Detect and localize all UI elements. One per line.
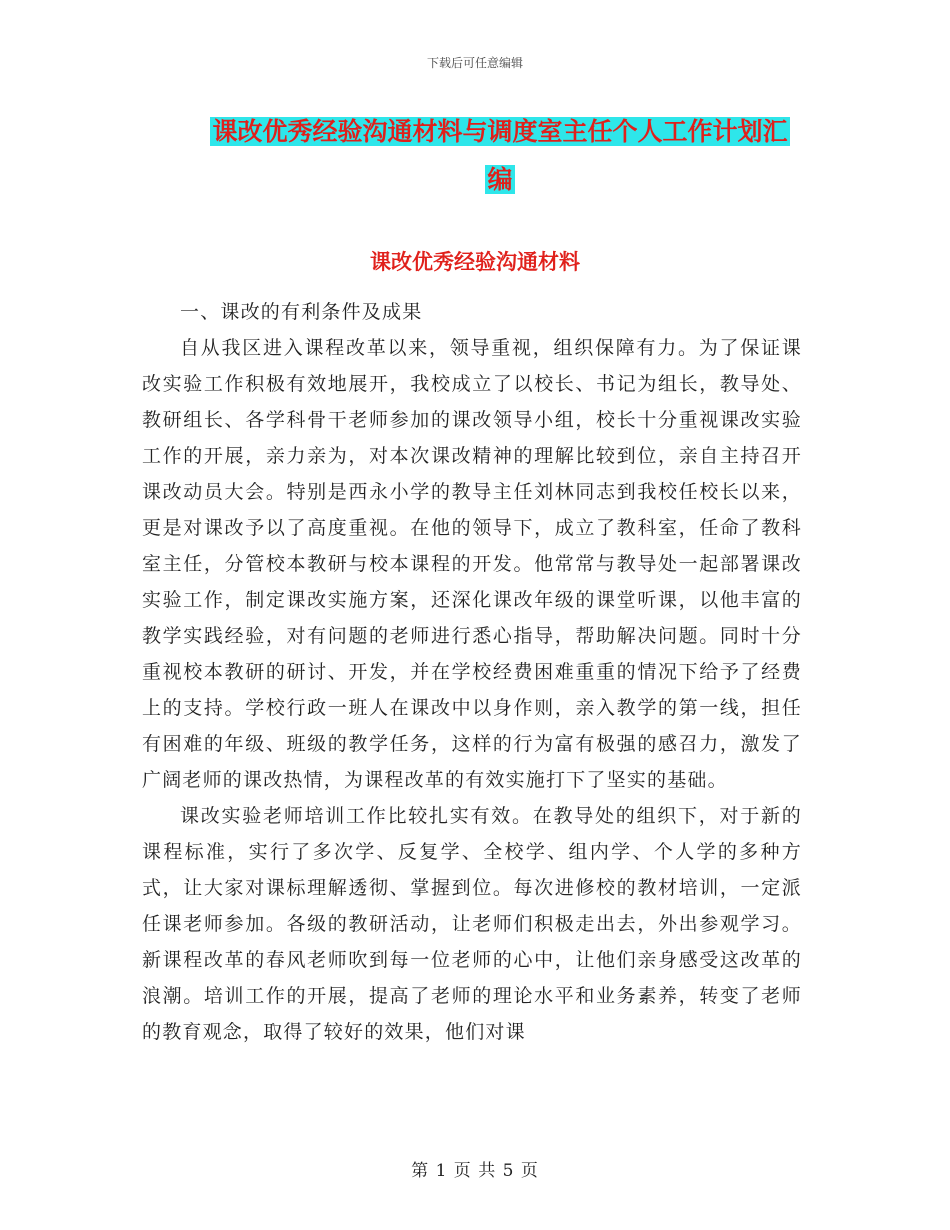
header-note: 下载后可任意编辑 <box>426 56 523 70</box>
document-title-line-1: 课改优秀经验沟通材料与调度室主任个人工作计划汇 <box>212 117 788 146</box>
document-title <box>190 108 810 204</box>
page-number: 第 1 页 共 5 页 <box>411 1161 539 1181</box>
document-body <box>142 294 802 1050</box>
section-title: 课改优秀经验沟通材料 <box>370 250 580 274</box>
section-heading-paragraph: 一、课改的有利条件及成果 <box>180 301 423 323</box>
body-paragraph: 自从我区进入课程改革以来，领导重视，组织保障有力。为了保证课改实验工作积极有效地展开，我校成立了以校长、书记为组长，教导处、教研组长、各学科骨干老师参加的课改领导小组，校长十分重视课改实验工作的开展，亲力亲为，对本次课改精神的理解比较到位，亲自主持召开课改动员大会。特别是西永小学的教导主任刘林同志到我校任校长以来，更是对课改予以了高度重视。在他的领导下，成立了教科室，任命了教科室主任，分管校本教研与校本课程的开发。他常常与教导处一起部署课改实验工作，制定课改实施方案，还深化课改年级的课堂听课，以他丰富的教学实践经验，对有问题的老师进行悉心指导，帮助解决问题。同时十分重视校本教研的研讨、开发，并在学校经费困难重重的情况下给予了经费上的支持。学校行政一班人在课改中以身作则，亲入教学的第一线，担任有困难的年级、班级的教学任务，这样的行为富有极强的感召力，激发了广阔老师的课改热情，为课程改革的有效实施打下了坚实的基础。 <box>142 337 802 791</box>
document-title-line-2: 编 <box>487 165 513 194</box>
body-paragraph: 课改实验老师培训工作比较扎实有效。在教导处的组织下，对于新的课程标准，实行了多次学、反复学、全校学、组内学、个人学的多种方式，让大家对课标理解透彻、掌握到位。每次进修校的教材培训，一定派任课老师参加。各级的教研活动，让老师们积极走出去，外出参观学习。新课程改革的春风老师吹到每一位老师的心中，让他们亲身感受这改革的浪潮。培训工作的开展，提高了老师的理论水平和业务素养，转变了老师的教育观念，取得了较好的效果，他们对课 <box>142 805 802 1043</box>
